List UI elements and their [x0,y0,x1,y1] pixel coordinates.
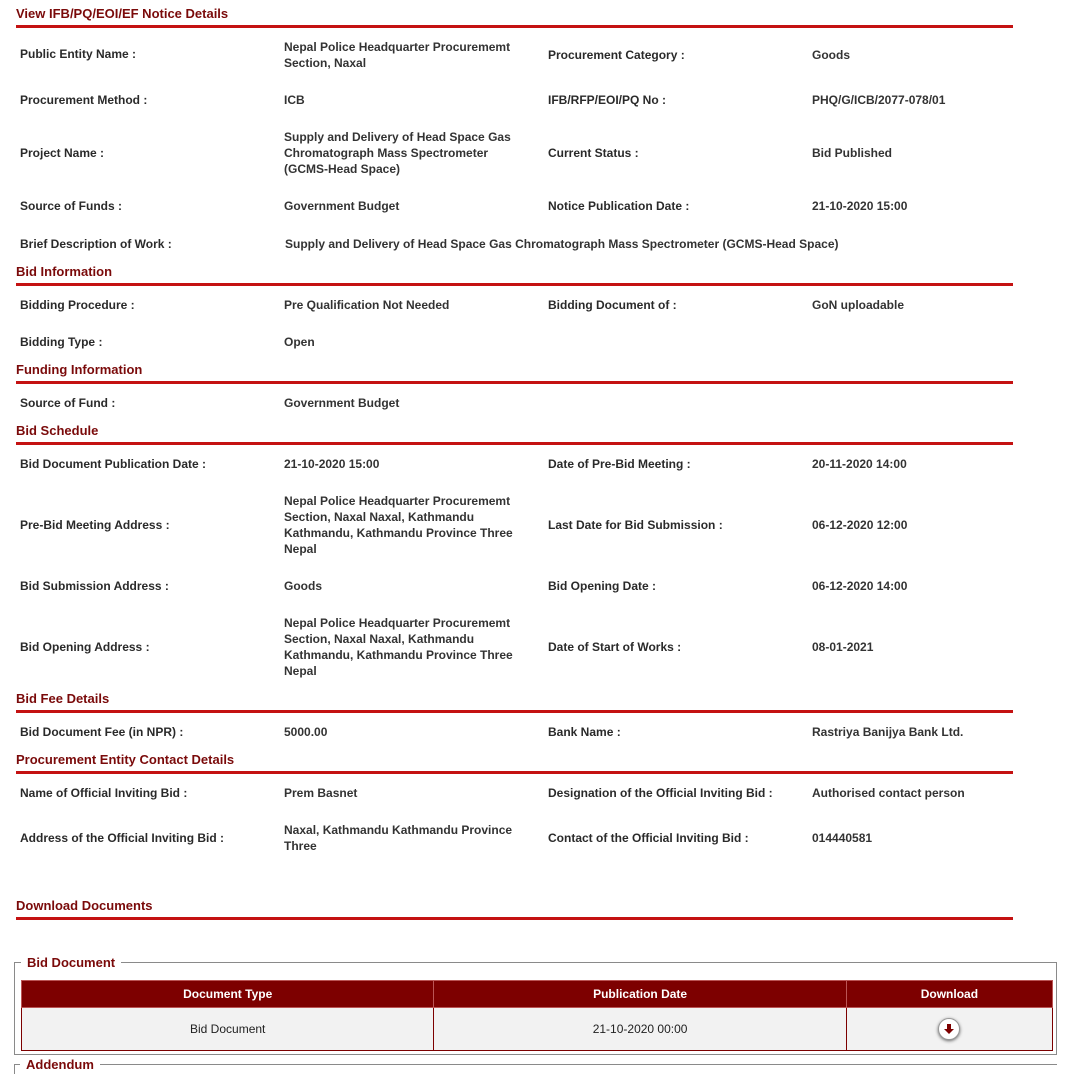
bank-name-value: Rastriya Banijya Bank Ltd. [812,725,964,739]
official-name-label: Name of Official Inviting Bid : [20,786,188,800]
current-status-label: Current Status : [548,146,639,160]
section-title-downloads: Download Documents [16,898,1013,920]
pre-bid-date-value: 20-11-2020 14:00 [812,457,907,471]
procurement-category-label: Procurement Category : [548,48,685,62]
section-title-funding: Funding Information [16,362,1013,384]
start-works-value: 08-01-2021 [812,640,874,654]
official-address-label: Address of the Official Inviting Bid : [20,831,225,845]
opening-address-label: Bid Opening Address : [20,640,150,654]
official-name-value: Prem Basnet [284,786,358,800]
brief-desc-value: Supply and Delivery of Head Space Gas Chromatograph Mass Spectrometer (GCMS-Head Space) [285,237,839,251]
bidding-procedure-label: Bidding Procedure : [20,298,135,312]
addendum-legend: Addendum [20,1057,100,1072]
brief-desc-label: Brief Description of Work : [20,237,172,251]
procurement-method-label: Procurement Method : [20,93,148,107]
designation-label: Designation of the Official Inviting Bid : [548,786,773,800]
bid-fee-label: Bid Document Fee (in NPR) : [20,725,184,739]
pre-bid-date-label: Date of Pre-Bid Meeting : [548,457,691,471]
project-name-label: Project Name : [20,146,105,160]
ifb-no-label: IFB/RFP/EOI/PQ No : [548,93,667,107]
publication-date-cell: 21-10-2020 00:00 [434,1008,846,1051]
doc-pub-date-value: 21-10-2020 15:00 [284,457,380,471]
public-entity-value: Nepal Police Headquarter Procurememt Section, Naxal [284,40,511,70]
last-date-label: Last Date for Bid Submission : [548,518,723,532]
bidding-type-value: Open [284,335,315,349]
pre-bid-address-value: Nepal Police Headquarter Procurememt Section, Naxal Naxal, Kathmandu Kathmandu, Kathmandu Province Three Nepal [284,494,513,556]
submission-address-label: Bid Submission Address : [20,579,169,593]
bidding-document-label: Bidding Document of : [548,298,677,312]
section-title-notice: View IFB/PQ/EOI/EF Notice Details [16,6,1013,28]
section-title-fee: Bid Fee Details [16,691,1013,713]
procurement-category-value: Goods [812,48,850,62]
bank-name-label: Bank Name : [548,725,621,739]
submission-address-value: Goods [284,579,322,593]
source-of-funds-value: Government Budget [284,199,400,213]
addendum-fieldset [14,1057,1057,1085]
download-arrow-icon[interactable] [938,1018,960,1040]
opening-date-value: 06-12-2020 14:00 [812,579,908,593]
bidding-procedure-value: Pre Qualification Not Needed [284,298,450,312]
public-entity-label: Public Entity Name : [20,47,137,61]
last-date-value: 06-12-2020 12:00 [812,518,908,532]
column-header-document-type: Document Type [22,981,434,1008]
notice-pub-date-value: 21-10-2020 15:00 [812,199,908,213]
current-status-value: Bid Published [812,146,893,160]
source-of-funds-label: Source of Funds : [20,199,122,213]
bidding-document-value: GoN uploadable [812,298,905,312]
opening-address-value: Nepal Police Headquarter Procurememt Section, Naxal Naxal, Kathmandu Kathmandu, Kathmandu Province Three Nepal [284,616,513,678]
pre-bid-address-label: Pre-Bid Meeting Address : [20,518,170,532]
source-of-fund-value: Government Budget [284,396,400,410]
table-header-row [22,981,1053,1008]
notice-pub-date-label: Notice Publication Date : [548,199,690,213]
doc-pub-date-label: Bid Document Publication Date : [20,457,207,471]
section-title-contact: Procurement Entity Contact Details [16,752,1013,774]
opening-date-label: Bid Opening Date : [548,579,656,593]
bid-fee-value: 5000.00 [284,725,328,739]
table-row [22,1008,1053,1051]
official-contact-label: Contact of the Official Inviting Bid : [548,831,749,845]
document-type-cell: Bid Document [22,1008,434,1051]
column-header-publication-date: Publication Date [434,981,846,1008]
project-name-value: Supply and Delivery of Head Space Gas Chromatograph Mass Spectrometer (GCMS-Head Space) [284,130,511,176]
start-works-label: Date of Start of Works : [548,640,682,654]
source-of-fund-label: Source of Fund : [20,396,116,410]
bidding-type-label: Bidding Type : [20,335,103,349]
column-header-download: Download [846,981,1052,1008]
download-cell [846,1008,1052,1051]
section-title-bid-info: Bid Information [16,264,1013,286]
designation-value: Authorised contact person [812,786,965,800]
ifb-no-value: PHQ/G/ICB/2077-078/01 [812,93,946,107]
official-contact-value: 014440581 [812,831,873,845]
bid-document-legend: Bid Document [27,955,116,970]
official-address-value: Naxal, Kathmandu Kathmandu Province Three [284,823,513,853]
procurement-method-value: ICB [284,93,305,107]
section-title-schedule: Bid Schedule [16,423,1013,445]
bid-document-table [21,980,1053,1051]
